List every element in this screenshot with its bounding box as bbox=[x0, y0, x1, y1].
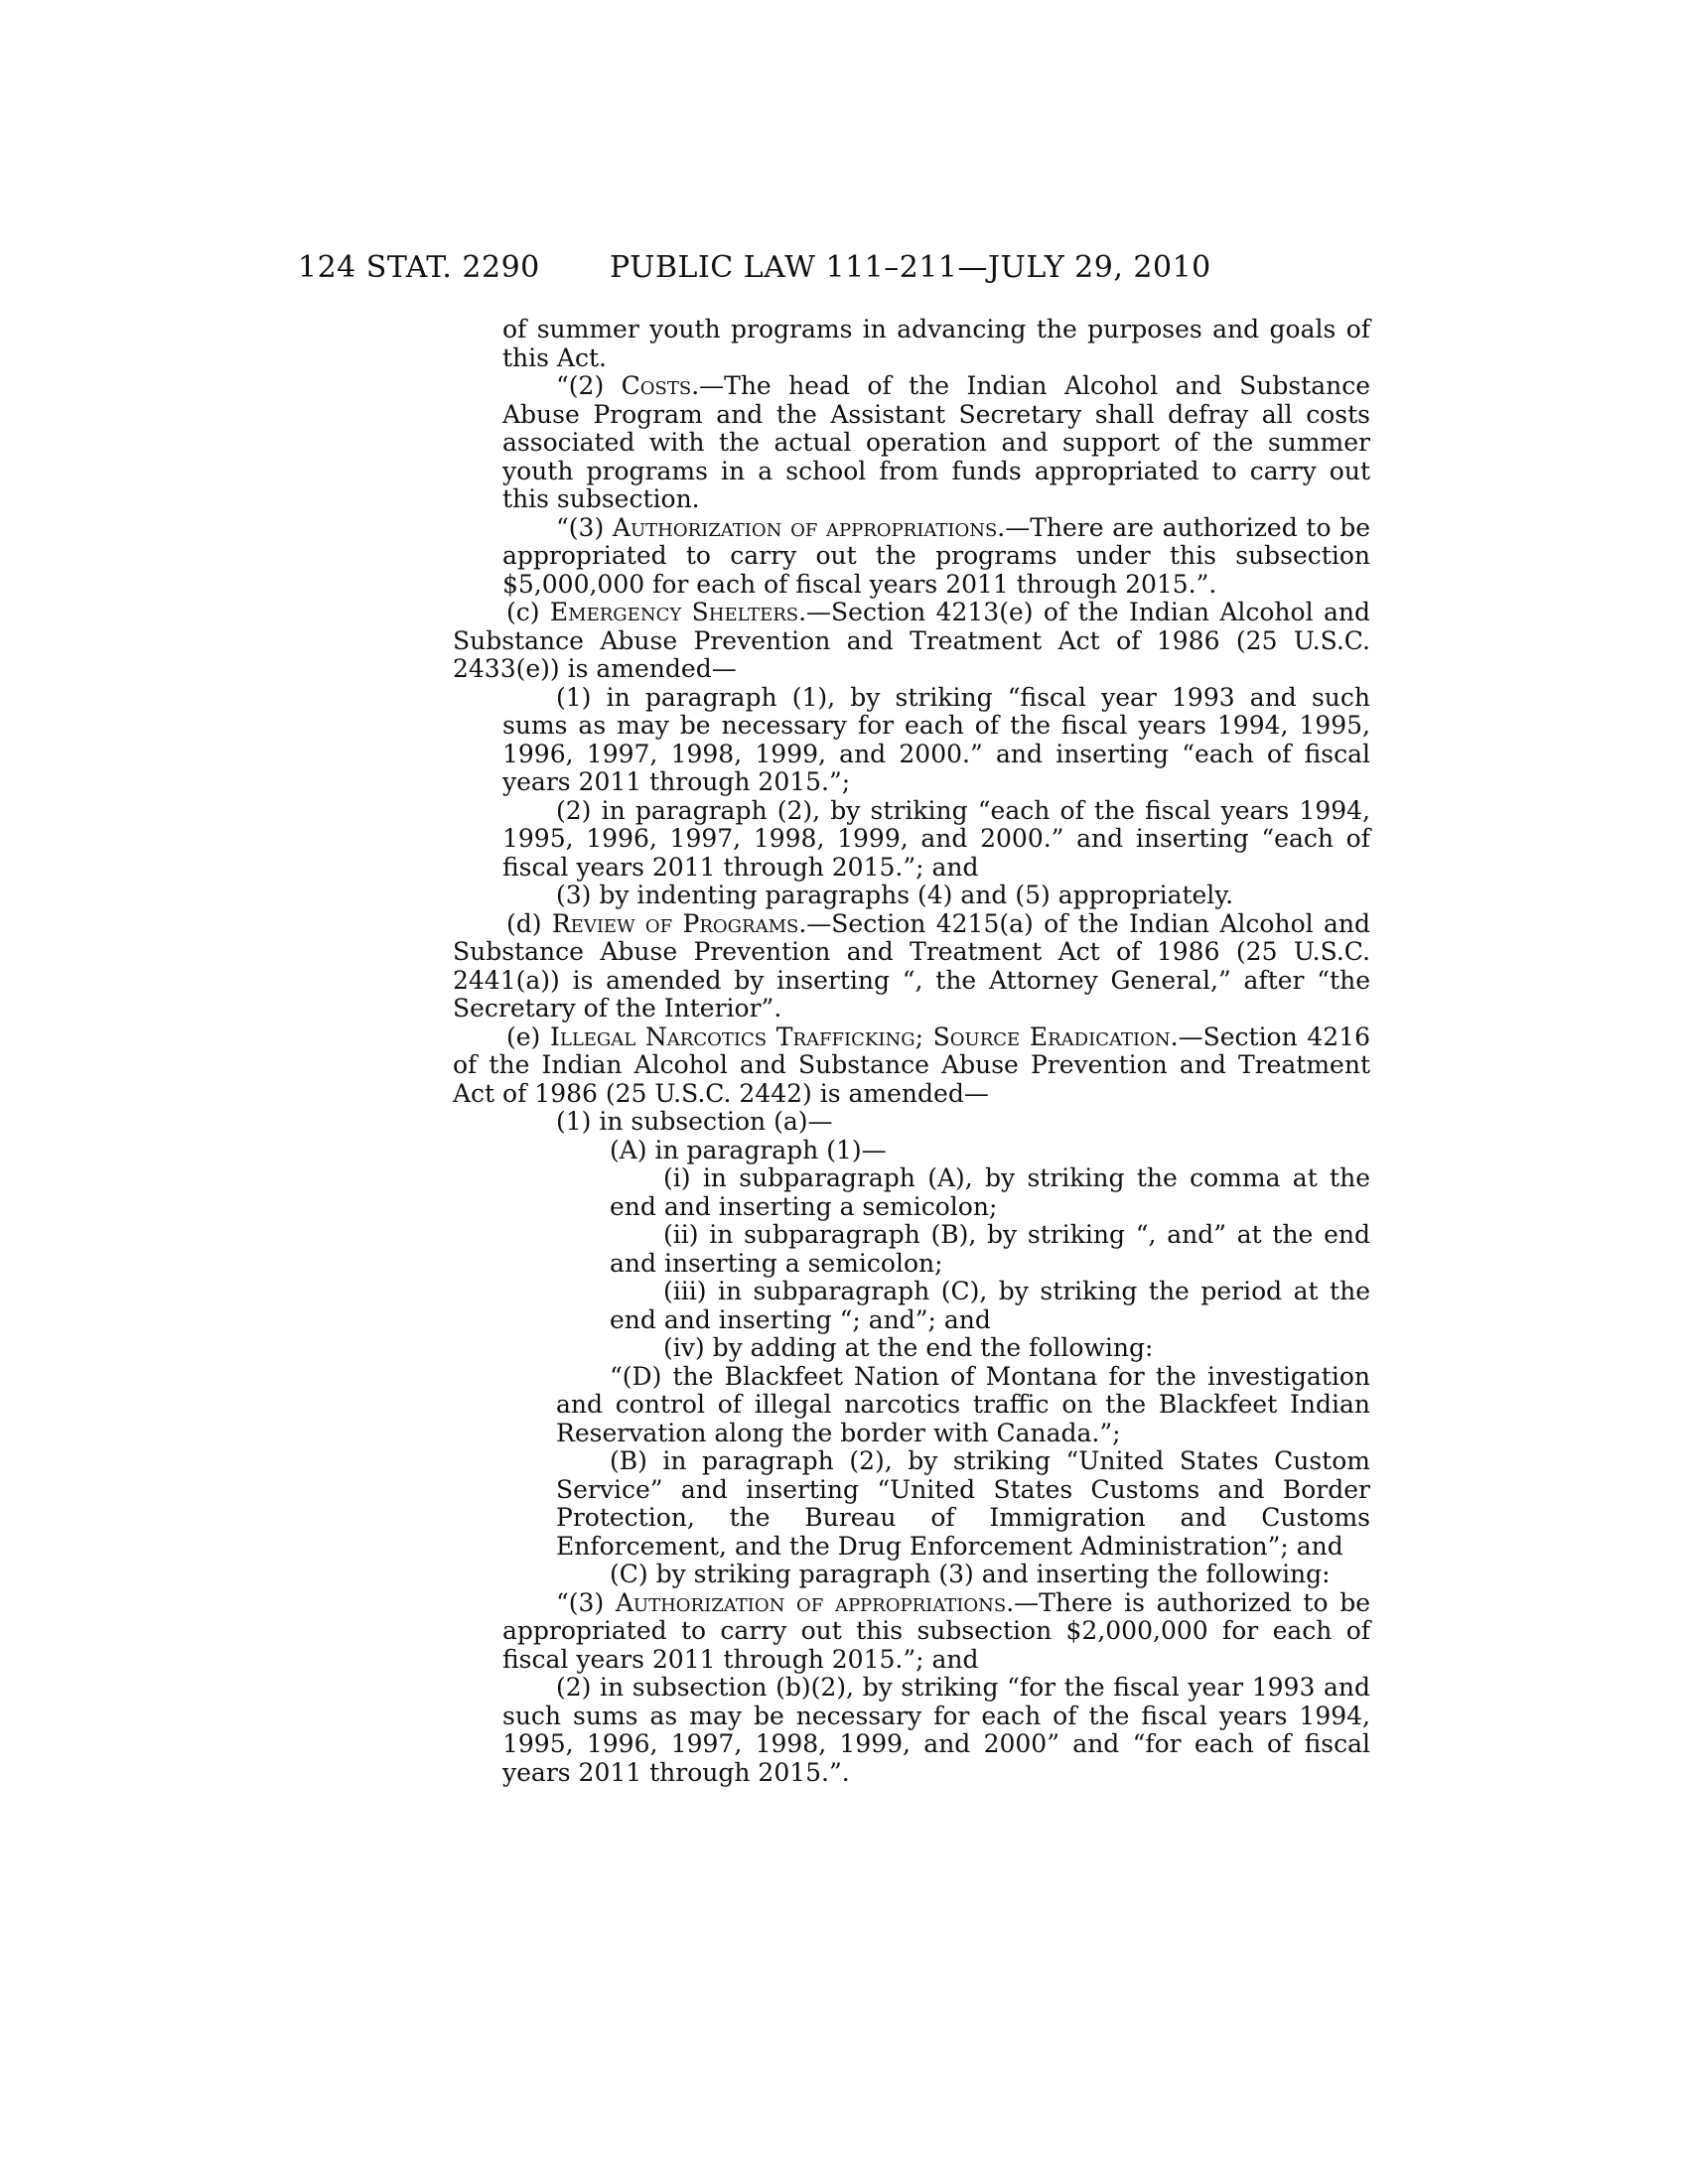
subsection-illegal-narcotics bbox=[453, 1024, 1370, 1109]
paragraph-text: —The head of the Indian Alcohol and Substance Abuse Program and the Assistant Secretary shall defray all costs associated with the actual operation and support of the summer youth programs in a school from funds appropriated to carry out this subsection. bbox=[502, 371, 1370, 513]
paragraph-text: (2) in paragraph (2), by striking “each of the fiscal years 1994, 1995, 1996, 1997, 1998, 1999, and 2000.” and inserting “each of fiscal years 2011 through 2015.”; and bbox=[502, 795, 1370, 882]
paragraph-text: —Section 4213(e) of the Indian Alcohol and Substance Abuse Prevention and Treatment Act of 1986 (25 U.S.C. 2433(e)) is amended— bbox=[453, 598, 1370, 683]
running-head: PUBLIC LAW 111–211—JULY 29, 2010 bbox=[610, 250, 1211, 285]
clause-ii bbox=[502, 1221, 1370, 1278]
paragraph-text: (A) in paragraph (1)— bbox=[610, 1135, 887, 1164]
subsection-heading: Emergency Shelters. bbox=[549, 598, 807, 626]
subparagraph-e-1-b bbox=[502, 1447, 1370, 1561]
paragraph-number: “(3) bbox=[556, 512, 613, 542]
paragraph-text: (3) by indenting paragraphs (4) and (5) appropriately. bbox=[556, 881, 1234, 909]
subparagraph-e-1-a bbox=[502, 1137, 1370, 1165]
document-body bbox=[453, 315, 1371, 1787]
paragraph-number: “(2) bbox=[556, 371, 622, 400]
paragraph-text: —Section 4215(a) of the Indian Alcohol and Substance Abuse Prevention and Treatment Act of 1986 (25 U.S.C. 2441(a)) is amended by inserting “, the Attorney General,” after “the Secretary of the Interior”. bbox=[453, 908, 1370, 1023]
subsection-number: (c) bbox=[506, 598, 550, 626]
statute-page-reference: 124 STAT. 2290 bbox=[298, 250, 540, 285]
subsection-heading: Review of Programs. bbox=[551, 908, 807, 938]
paragraph-e-2 bbox=[502, 1674, 1370, 1787]
paragraph-authorization-1 bbox=[502, 514, 1370, 600]
paragraph-text: (iv) by adding at the end the following: bbox=[663, 1333, 1154, 1362]
paragraph-authorization-2 bbox=[502, 1589, 1370, 1675]
inserted-subparagraph-d bbox=[502, 1363, 1370, 1448]
subsection-number: (e) bbox=[506, 1022, 550, 1051]
paragraph-heading: Authorization of appropriations. bbox=[612, 512, 1006, 542]
paragraph-heading: Authorization of appropriations. bbox=[615, 1587, 1015, 1617]
subsection-emergency-shelters bbox=[453, 599, 1370, 684]
clause-i bbox=[502, 1164, 1370, 1221]
paragraph-text: (ii) in subparagraph (B), by striking “, and” at the end and inserting a semicolon; bbox=[610, 1220, 1370, 1278]
subsection-number: (d) bbox=[506, 908, 552, 938]
paragraph-c-2 bbox=[502, 797, 1370, 883]
clause-iv bbox=[502, 1334, 1370, 1363]
paragraph-text: —There is authorized to be appropriated to carry out this subsection $2,000,000 for each of fiscal years 2011 through 2015.”; and bbox=[502, 1587, 1371, 1674]
paragraph-e-1 bbox=[502, 1108, 1370, 1137]
paragraph-text: (C) by striking paragraph (3) and inserting the following: bbox=[610, 1560, 1331, 1588]
paragraph-text: —Section 4216 of the Indian Alcohol and Substance Abuse Prevention and Treatment Act of 1986 (25 U.S.C. 2442) is amended— bbox=[453, 1022, 1371, 1108]
paragraph-continuation bbox=[502, 316, 1370, 372]
paragraph-text: (iii) in subparagraph (C), by striking the period at the end and inserting “; and”; and bbox=[610, 1277, 1370, 1334]
paragraph-c-1 bbox=[502, 684, 1370, 797]
paragraph-c-3 bbox=[502, 882, 1370, 910]
subsection-heading: Illegal Narcotics Trafficking; Source Eradication. bbox=[550, 1022, 1179, 1051]
paragraph-text: “(D) the Blackfeet Nation of Montana for the investigation and control of illegal narcotics traffic on the Blackfeet Indian Reservation along the border with Canada.”; bbox=[556, 1361, 1370, 1447]
clause-iii bbox=[502, 1278, 1370, 1334]
paragraph-text: of summer youth programs in advancing the purposes and goals of this Act. bbox=[502, 315, 1370, 372]
paragraph-costs bbox=[502, 372, 1370, 514]
paragraph-text: (2) in subsection (b)(2), by striking “for the fiscal year 1993 and such sums as may be necessary for each of the fiscal years 1994, 1995, 1996, 1997, 1998, 1999, and 2000” and “for each of fiscal years 2011 through 2015.”. bbox=[502, 1673, 1370, 1787]
paragraph-text: —There are authorized to be appropriated to carry out the programs under this subsection $5,000,000 for each of fiscal years 2011 through 2015.”. bbox=[502, 512, 1370, 599]
page-header bbox=[298, 250, 1370, 290]
paragraph-heading: Costs. bbox=[621, 371, 700, 400]
subparagraph-e-1-c bbox=[502, 1561, 1370, 1589]
paragraph-text: (B) in paragraph (2), by striking “United States Custom Service” and inserting “United States Customs and Border Protection, the Bureau of Immigration and Customs Enforcement, and the Drug Enforcement Administration”; and bbox=[556, 1446, 1370, 1561]
paragraph-text: (1) in paragraph (1), by striking “fiscal year 1993 and such sums as may be necessary for each of the fiscal years 1994, 1995, 1996, 1997, 1998, 1999, and 2000.” and inserting “each of fiscal years 2011 through 2015.”; bbox=[502, 682, 1370, 796]
paragraph-text: (1) in subsection (a)— bbox=[556, 1107, 833, 1136]
paragraph-text: (i) in subparagraph (A), by striking the comma at the end and inserting a semicolon; bbox=[610, 1163, 1370, 1221]
paragraph-number: “(3) bbox=[556, 1587, 616, 1617]
subsection-review-of-programs bbox=[453, 910, 1370, 1024]
